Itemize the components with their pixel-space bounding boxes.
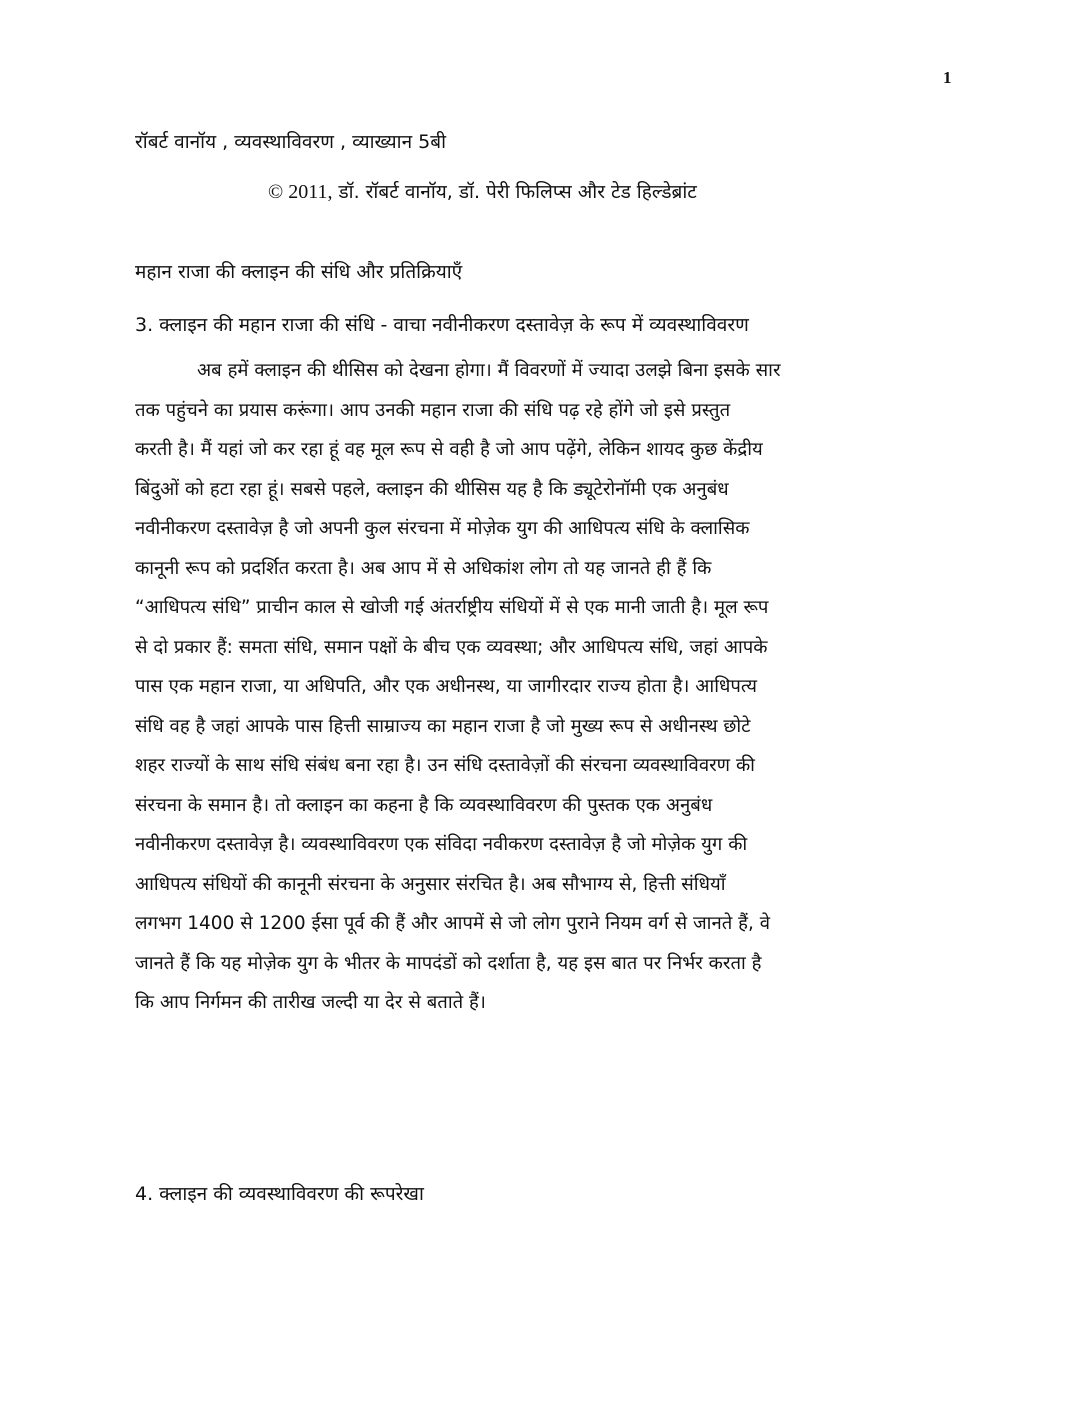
paragraph-line: लगभग 1400 से 1200 ईसा पूर्व की हैं और आपमें से जो लोग पुराने नियम वर्ग से जानते हैं, वे bbox=[135, 913, 771, 934]
paragraph-line: करती है। मैं यहां जो कर रहा हूं वह मूल रूप से वही है जो आप पढ़ेंगे, लेकिन शायद कुछ केंद्रीय bbox=[135, 439, 763, 460]
paragraph-line: कि आप निर्गमन की तारीख जल्दी या देर से बताते हैं। bbox=[135, 992, 486, 1013]
page-number: 1 bbox=[943, 68, 952, 87]
paragraph-line: बिंदुओं को हटा रहा हूं। सबसे पहले, क्लाइन की थीसिस यह है कि ड्यूटेरोनॉमी एक अनुबंध bbox=[135, 478, 729, 500]
paragraph-line: नवीनीकरण दस्तावेज़ है। व्यवस्थाविवरण एक संविदा नवीकरण दस्तावेज़ है जो मोज़ेक युग की bbox=[135, 834, 748, 855]
paragraph-line: अब हमें क्लाइन की थीसिस को देखना होगा। मैं विवरणों में ज्यादा उलझे बिना इसके सार bbox=[197, 360, 781, 381]
copyright-line bbox=[268, 178, 697, 204]
paragraph-line: शहर राज्यों के साथ संधि संबंध बना रहा है। उन संधि दस्तावेज़ों की संरचना व्यवस्थाविवरण की bbox=[135, 755, 755, 776]
section-4-heading: 4. क्लाइन की व्यवस्थाविवरण की रूपरेखा bbox=[135, 1183, 424, 1205]
paragraph-line: नवीनीकरण दस्तावेज़ है जो अपनी कुल संरचना में मोज़ेक युग की आधिपत्य संधि के क्लासिक bbox=[135, 518, 750, 539]
paragraph-line: संरचना के समान है। तो क्लाइन का कहना है कि व्यवस्थाविवरण की पुस्तक एक अनुबंध bbox=[135, 794, 713, 816]
copyright-year: © 2011, bbox=[268, 181, 333, 203]
paragraph-line: से दो प्रकार हैं: समता संधि, समान पक्षों के बीच एक व्यवस्था; और आधिपत्य संधि, जहां आपके bbox=[135, 636, 768, 658]
paragraph-line: तक पहुंचने का प्रयास करूंगा। आप उनकी महान राजा की संधि पढ़ रहे होंगे जो इसे प्रस्तुत bbox=[135, 399, 731, 421]
section-3-paragraph bbox=[135, 351, 955, 1023]
section-title: महान राजा की क्लाइन की संधि और प्रतिक्रियाएँ bbox=[135, 261, 463, 283]
paragraph-line: संधि वह है जहां आपके पास हित्ती साम्राज्य का महान राजा है जो मुख्य रूप से अधीनस्थ छोटे bbox=[135, 715, 751, 737]
document-title: रॉबर्ट वानॉय , व्यवस्थाविवरण , व्याख्यान 5बी bbox=[135, 131, 447, 153]
paragraph-line: “आधिपत्य संधि” प्राचीन काल से खोजी गई अंतर्राष्ट्रीय संधियों में से एक मानी जाती है। मूल रूप bbox=[135, 597, 769, 618]
paragraph-line: कानूनी रूप को प्रदर्शित करता है। अब आप में से अधिकांश लोग तो यह जानते ही हैं कि bbox=[135, 557, 712, 579]
paragraph-line: आधिपत्य संधियों की कानूनी संरचना के अनुसार संरचित है। अब सौभाग्य से, हित्ती संधियाँ bbox=[135, 873, 726, 895]
section-3-heading: 3. क्लाइन की महान राजा की संधि - वाचा नवीनीकरण दस्तावेज़ के रूप में व्यवस्थाविवरण bbox=[135, 314, 749, 336]
copyright-authors: डॉ. रॉबर्ट वानॉय, डॉ. पेरी फिलिप्स और टेड हिल्डेब्रांट bbox=[332, 181, 697, 203]
paragraph-line: पास एक महान राजा, या अधिपति, और एक अधीनस्थ, या जागीरदार राज्य होता है। आधिपत्य bbox=[135, 676, 757, 697]
paragraph-line: जानते हैं कि यह मोज़ेक युग के भीतर के मापदंडों को दर्शाता है, यह इस बात पर निर्भर करता है bbox=[135, 952, 762, 974]
